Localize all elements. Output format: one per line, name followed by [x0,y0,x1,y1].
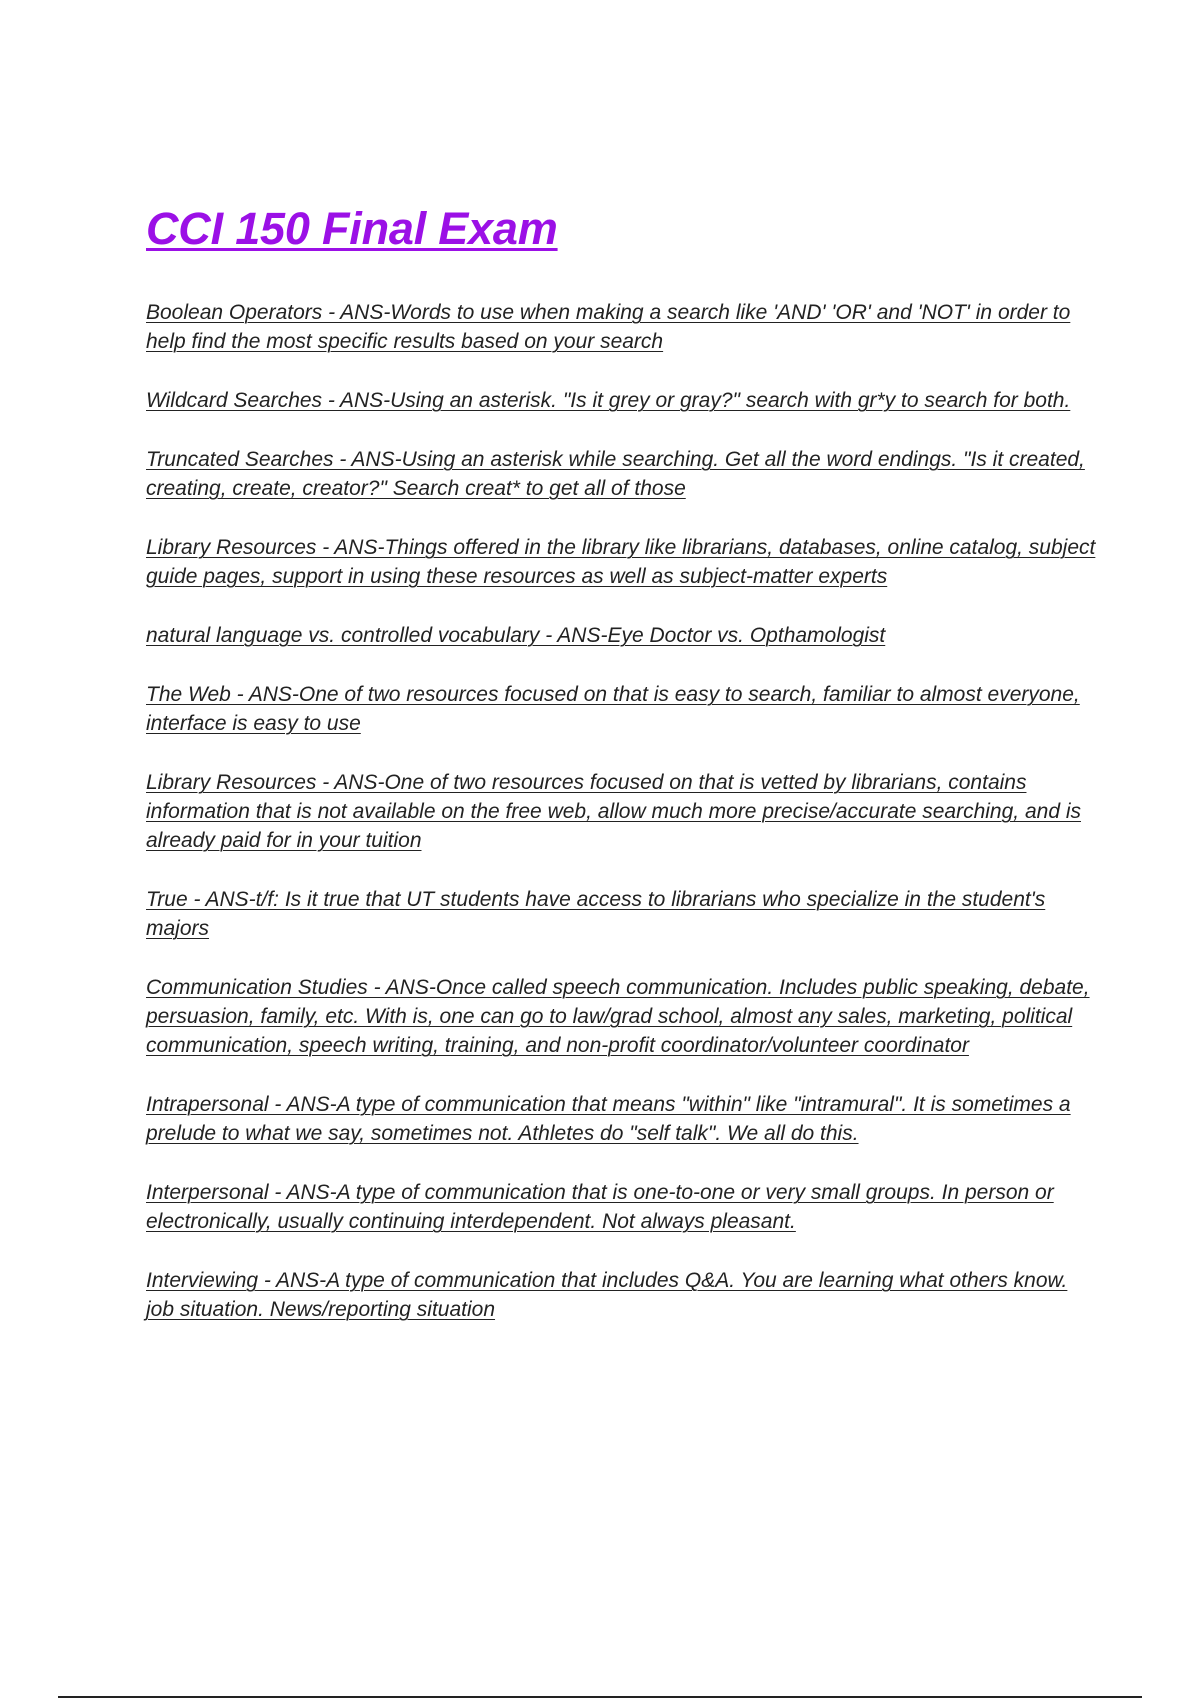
list-item: Interpersonal - ANS-A type of communication that is one-to-one or very small groups. In person or electronically, usually continuing interdependent. Not always pleasant. [146,1181,1054,1233]
list-item: Communication Studies - ANS-Once called speech communication. Includes public speaking, debate, persuasion, family, etc. With is, one can go to law/grad school, almost any sales, marketing, political communication, speech writing, training, and non-profit coordinator/volunteer coordinator [146,976,1090,1057]
entry-list [146,298,1096,1354]
list-item: Boolean Operators - ANS-Words to use when making a search like 'AND' 'OR' and 'NOT' in order to help find the most specific results based on your search [146,301,1071,353]
page-title: CCI 150 Final Exam [146,203,558,254]
list-item: Library Resources - ANS-Things offered in the library like librarians, databases, online catalog, subject guide pages, support in using these resources as well as subject-matter experts [146,536,1096,588]
list-item: Intrapersonal - ANS-A type of communication that means "within" like "intramural". It is sometimes a prelude to what we say, sometimes not. Athletes do "self talk". We all do this. [146,1093,1071,1145]
list-item: Interviewing - ANS-A type of communication that includes Q&A. You are learning what others know. job situation. News/reporting situation [146,1269,1068,1321]
list-item: Library Resources - ANS-One of two resources focused on that is vetted by librarians, contains information that is not available on the free web, allow much more precise/accurate searching, and is already paid for in your tuition [146,771,1081,852]
list-item: natural language vs. controlled vocabulary - ANS-Eye Doctor vs. Opthamologist [146,624,886,647]
list-item: The Web - ANS-One of two resources focused on that is easy to search, familiar to almost everyone, interface is easy to use [146,683,1080,735]
list-item: True - ANS-t/f: Is it true that UT students have access to librarians who specialize in the student's majors [146,888,1046,940]
list-item: Truncated Searches - ANS-Using an asterisk while searching. Get all the word endings. "Is it created, creating, create, creator?" Search creat* to get all of those [146,448,1085,500]
list-item: Wildcard Searches - ANS-Using an asterisk. "Is it grey or gray?" search with gr*y to search for both. [146,389,1071,412]
footer-divider [58,1696,1142,1698]
